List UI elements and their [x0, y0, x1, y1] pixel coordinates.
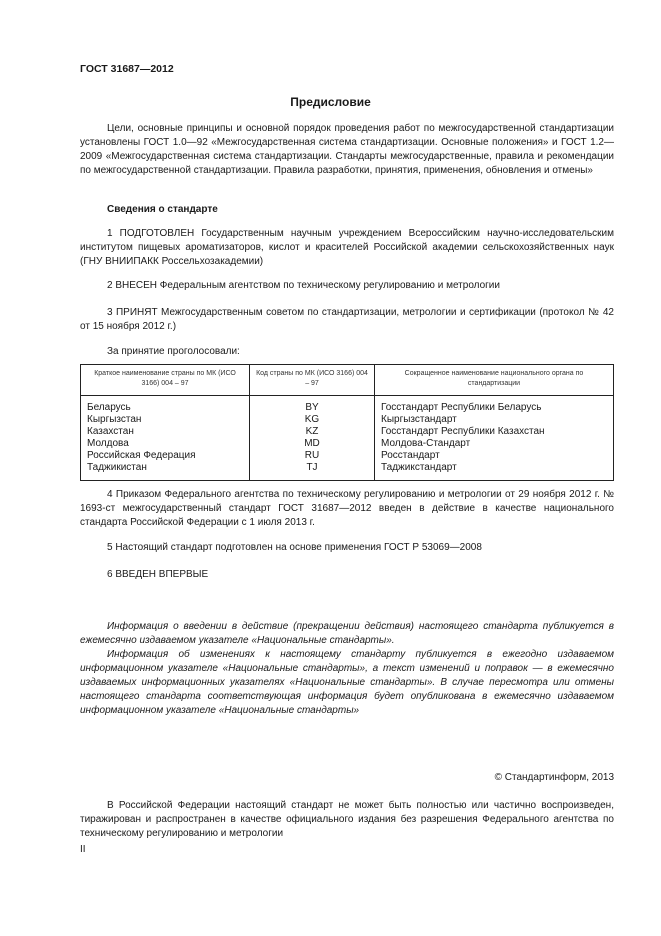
body-cell: Росстандарт [375, 450, 614, 462]
code-cell: KZ [250, 426, 375, 438]
item-3 [80, 306, 614, 334]
table-header-row [81, 365, 614, 396]
body-cell: Госстандарт Республики Казахстан [375, 426, 614, 438]
table-row [81, 426, 614, 438]
table-row [81, 396, 614, 415]
notice-paragraph-2 [80, 648, 614, 718]
item-2 [80, 279, 614, 293]
body-cell: Молдова-Стандарт [375, 438, 614, 450]
notice-2-text: Информация об изменениях к настоящему стандарту публикуется в ежегодно издаваемом информационном указателе «Национальные стандарты», а текст изменений и поправок — в ежемесячно издаваемых информационных указателях «Национальные стандарты». В случае пересмотра или отмены настоящего стандарта соответствующая информация будет опубликована в ежемесячно издаваемом информационном указателе «Национальные стандарты» [80, 649, 614, 716]
column-header-code: Код страны по МК (ИСО 3166) 004 – 97 [250, 365, 375, 396]
code-cell: RU [250, 450, 375, 462]
page-number: II [80, 844, 86, 855]
country-cell: Молдова [81, 438, 250, 450]
column-header-body: Сокращенное наименование национального органа по стандартизации [375, 365, 614, 396]
code-cell: MD [250, 438, 375, 450]
item-3-text: 3 ПРИНЯТ Межгосударственным советом по стандартизации, метрологии и сертификации (протокол № 42 от 15 ноября 2012 г.) [80, 307, 614, 332]
info-heading-text: Сведения о стандарте [107, 204, 218, 215]
body-cell: Таджикстандарт [375, 462, 614, 481]
item-4 [80, 488, 614, 530]
country-cell: Таджикистан [81, 462, 250, 481]
rights-text: В Российской Федерации настоящий стандарт не может быть полностью или частично воспроизведен, тиражирован и распространен в качестве официального издания без разрешения Федерального агентства по техническому регулированию и метрологии [80, 800, 614, 839]
code-cell: TJ [250, 462, 375, 481]
item-5-text: 5 Настоящий стандарт подготовлен на основе применения ГОСТ Р 53069—2008 [107, 542, 482, 553]
info-heading [80, 203, 614, 217]
code-cell: KG [250, 414, 375, 426]
code-cell: BY [250, 396, 375, 415]
country-cell: Кыргызстан [81, 414, 250, 426]
item-6 [80, 568, 614, 582]
voted-label [80, 345, 614, 359]
copyright: © Стандартинформ, 2013 [494, 772, 614, 783]
country-cell: Казахстан [81, 426, 250, 438]
column-header-country: Краткое наименование страны по МК (ИСО 3166) 004 – 97 [81, 365, 250, 396]
table-row [81, 414, 614, 426]
body-cell: Кыргызстандарт [375, 414, 614, 426]
voting-table [80, 364, 614, 481]
item-2-text: 2 ВНЕСЕН Федеральным агентством по техническому регулированию и метрологии [107, 280, 500, 291]
country-cell: Российская Федерация [81, 450, 250, 462]
notice-paragraph-1 [80, 620, 614, 648]
intro-text: Цели, основные принципы и основной порядок проведения работ по межгосударственной стандартизации установлены ГОСТ 1.0—92 «Межгосударственная система стандартизации. Основные положения» и ГОСТ 1.2—2009 «Межгосударственная система стандартизации. Стандарты межгосударственные, правила и рекомендации по межгосударственной стандартизации. Правила разработки, принятия, применения, обновления и отмены» [80, 123, 614, 176]
intro-paragraph [80, 122, 614, 178]
item-4-text: 4 Приказом Федерального агентства по техническому регулированию и метрологии от 29 ноября 2012 г. № 1693-ст межгосударственный стандарт ГОСТ 31687—2012 введен в действие в качестве национального стандарта Российской Федерации с 1 июля 2013 г. [80, 489, 614, 528]
table-row [81, 462, 614, 481]
table-row [81, 450, 614, 462]
rights-paragraph [80, 799, 614, 841]
document-header: ГОСТ 31687—2012 [80, 63, 174, 75]
table-row [81, 438, 614, 450]
item-6-text: 6 ВВЕДЕН ВПЕРВЫЕ [107, 569, 209, 580]
item-1-text: 1 ПОДГОТОВЛЕН Государственным научным учреждением Всероссийским научно-исследовательским институтом пищевых ароматизаторов, кислот и красителей Российской академии сельскохозяйственных наук (ГНУ ВНИИПАКК Россельхозакадемии) [80, 228, 614, 267]
body-cell: Госстандарт Республики Беларусь [375, 396, 614, 415]
item-5 [80, 541, 614, 555]
country-cell: Беларусь [81, 396, 250, 415]
notice-1-text: Информация о введении в действие (прекращении действия) настоящего стандарта публикуется в ежемесячно издаваемом указателе «Национальные стандарты». [80, 621, 614, 646]
page-title: Предисловие [290, 95, 371, 109]
item-1 [80, 227, 614, 269]
voted-text: За принятие проголосовали: [107, 346, 240, 357]
